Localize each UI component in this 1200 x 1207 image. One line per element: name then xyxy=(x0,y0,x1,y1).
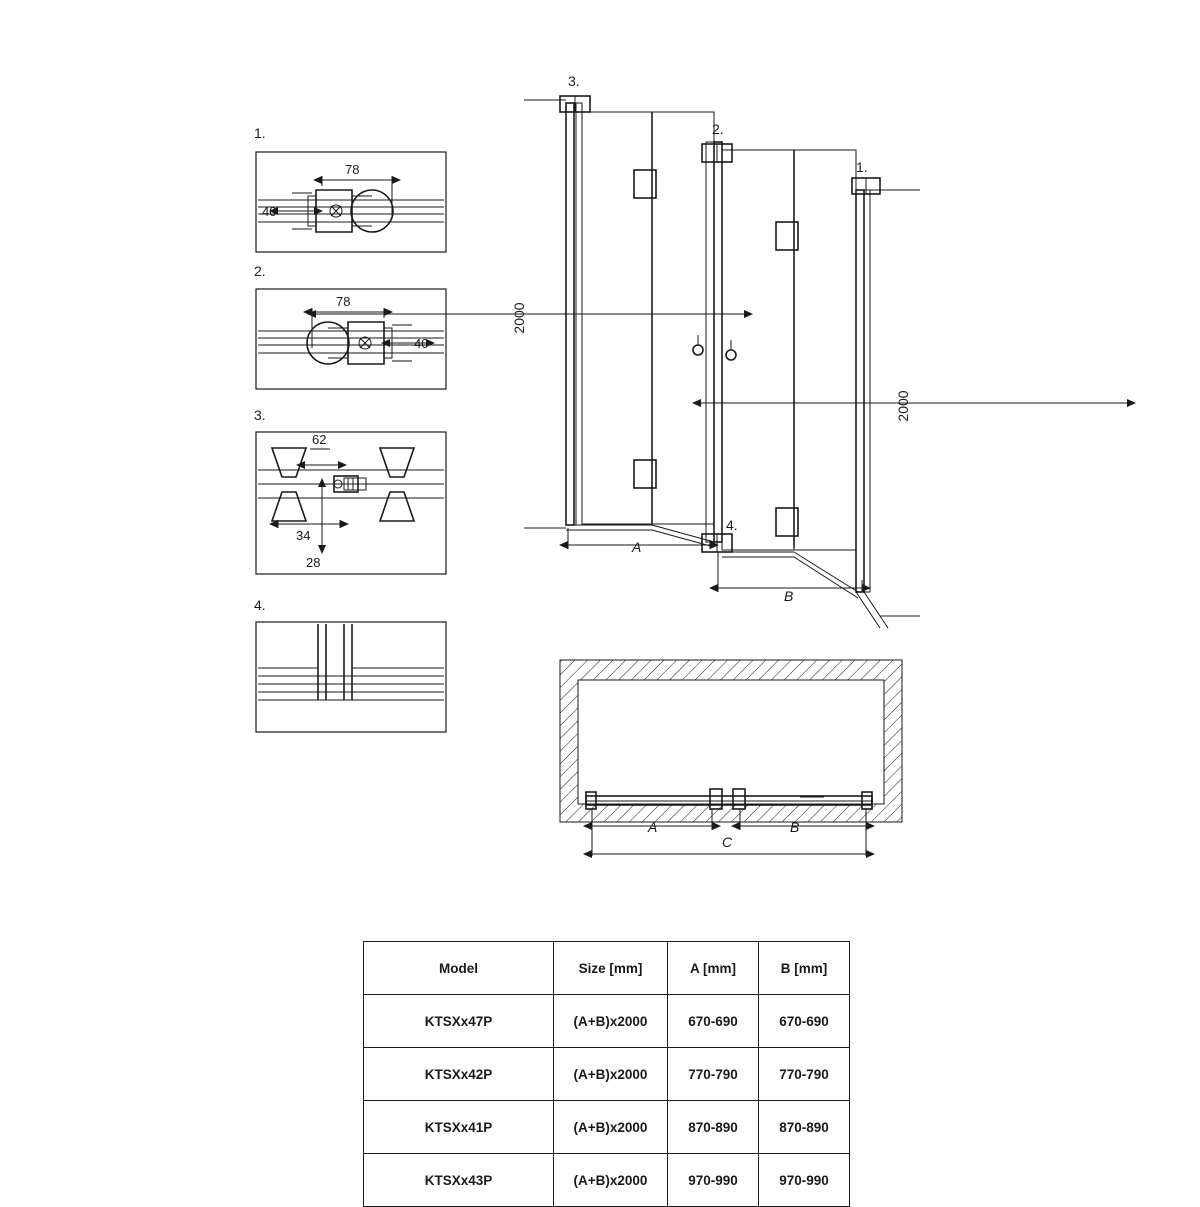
table-row xyxy=(364,1154,850,1207)
table-header-model: Model xyxy=(364,942,554,995)
table-row xyxy=(364,1101,850,1154)
detail-4-number: 4. xyxy=(254,597,266,613)
front-height-right-label: 2000 xyxy=(895,390,911,422)
table-row xyxy=(364,995,850,1048)
detail-4-group xyxy=(254,597,446,732)
table-cell: (A+B)x2000 xyxy=(554,1048,668,1101)
front-height-left-label: 2000 xyxy=(511,302,527,334)
detail-2-width-label: 78 xyxy=(336,294,351,309)
table-cell: 670-690 xyxy=(668,995,759,1048)
table-cell: (A+B)x2000 xyxy=(554,1154,668,1207)
front-segment-a-label: A xyxy=(632,539,642,555)
detail-3-number: 3. xyxy=(254,407,266,423)
table-cell: 870-890 xyxy=(759,1101,850,1154)
table-cell: KTSXx47P xyxy=(364,995,554,1048)
table-cell: (A+B)x2000 xyxy=(554,1101,668,1154)
table-cell: KTSXx42P xyxy=(364,1048,554,1101)
detail-1-group xyxy=(254,125,446,252)
detail-1-number: 1. xyxy=(254,125,266,141)
detail-3-upper-label: 62 xyxy=(312,432,327,447)
top-segment-a-label: A xyxy=(648,819,658,835)
top-total-c-label: C xyxy=(722,834,733,850)
detail-1-height-label: 40 xyxy=(262,204,277,219)
table-row xyxy=(364,1048,850,1101)
table-header-size: Size [mm] xyxy=(554,942,668,995)
table-cell: 870-890 xyxy=(668,1101,759,1154)
callout-3-label: 3. xyxy=(568,73,580,89)
table-cell: 770-790 xyxy=(759,1048,850,1101)
detail-1-width-label: 78 xyxy=(345,162,360,177)
detail-3-lower-label: 28 xyxy=(306,555,321,570)
callout-4-label: 4. xyxy=(726,517,738,533)
detail-3-width-label: 34 xyxy=(296,528,311,543)
table-cell: 670-690 xyxy=(759,995,850,1048)
detail-2-group xyxy=(254,263,446,389)
detail-2-number: 2. xyxy=(254,263,266,279)
table-cell: 970-990 xyxy=(668,1154,759,1207)
table-header-b: B [mm] xyxy=(759,942,850,995)
detail-3-group xyxy=(254,407,446,574)
model-table-wrapper xyxy=(363,941,837,1207)
table-cell: 770-790 xyxy=(668,1048,759,1101)
front-segment-b-label: B xyxy=(784,588,794,604)
callout-1-label: 1. xyxy=(856,159,868,175)
callout-2-label: 2. xyxy=(712,121,724,137)
top-view-group xyxy=(560,660,902,856)
top-segment-b-label: B xyxy=(790,819,800,835)
table-cell: 970-990 xyxy=(759,1154,850,1207)
table-cell: KTSXx41P xyxy=(364,1101,554,1154)
detail-2-height-label: 40 xyxy=(414,336,429,351)
model-table xyxy=(363,941,850,1207)
table-header-a: A [mm] xyxy=(668,942,759,995)
table-cell: (A+B)x2000 xyxy=(554,995,668,1048)
table-cell: KTSXx43P xyxy=(364,1154,554,1207)
table-header-row xyxy=(364,942,850,995)
